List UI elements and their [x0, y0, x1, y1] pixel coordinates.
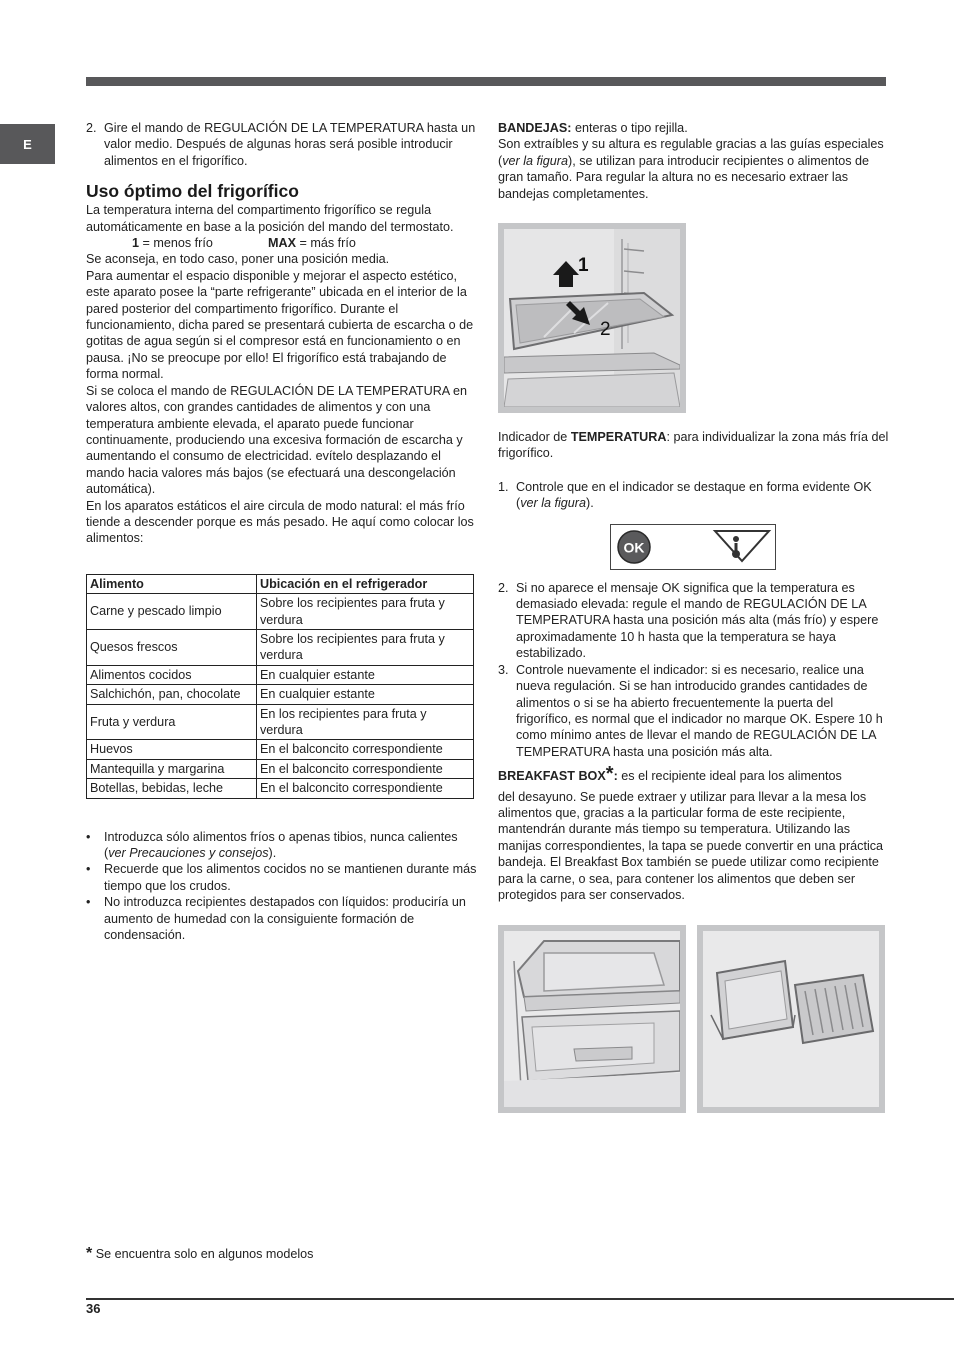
asterisk: *	[86, 1245, 93, 1262]
indicator-text: Indicador de	[498, 430, 571, 445]
thermostat-scale	[86, 235, 478, 251]
shelves-paragraph	[498, 136, 890, 202]
indicator-label: TEMPERATURA	[570, 430, 667, 445]
step-number: 2.	[498, 580, 509, 595]
indicator-step-2	[498, 580, 890, 662]
breakfast-box-open-figure	[697, 925, 885, 1113]
table-cell: Sobre los recipientes para fruta y verdura	[257, 594, 474, 630]
shelves-label: BANDEJAS:	[498, 121, 572, 135]
paragraph: Se aconseja, en todo caso, poner una posición media.	[86, 252, 390, 267]
section-heading: Uso óptimo del frigorífico	[86, 181, 299, 202]
right-column	[498, 120, 890, 1113]
indicator-text: : para individualizar la zona más fría del frigorífico.	[498, 430, 889, 461]
figure-label-1: 1	[578, 255, 589, 277]
figure-reference: ver la figura	[520, 496, 587, 511]
table-row	[87, 594, 474, 630]
figure-reference: ver la figura	[502, 153, 569, 168]
list-item	[86, 829, 478, 862]
table-cell: Mantequilla y margarina	[87, 759, 257, 778]
shelves-text: enteras o tipo rejilla.	[571, 121, 688, 135]
breakfast-box-open-illustration	[703, 931, 879, 1107]
tip-text: No introduzca recipientes destapados con líquidos: produciría un aumento de humedad con la consiguiente formación de condensación.	[104, 895, 466, 943]
step-text: Controle nuevamente el indicador: si es necesario, realice una nueva regulación. Si se han introducido grandes cantidades de alimentos o si se ha abierto frecuentemente la puerta del frigorífico, es normal que el indicador no marque OK. Espere 10 h como mínimo antes de llevar el mando de REGULACIÓN DE LA TEMPERATURA hasta una posición más alta.	[516, 662, 883, 759]
table-header-cell: Alimento	[87, 574, 257, 593]
figure-label-2: 2	[600, 319, 611, 341]
table-row	[87, 779, 474, 798]
paragraph: Para aumentar el espacio disponible y mejorar el aspecto estético, este aparato posee la “parte refrigerante” ubicada en el interior de la pared posterior del compartimento frigorífico. Durante el funcionamiento, dicha pared se presentará cubierta de escarcha o de gotitas de agua según si el compresor está en funcionamiento o en pausa. ¡No se preocupe por ello! El frigorífico está trabajando de forma normal.	[86, 268, 474, 382]
step-2	[86, 120, 478, 169]
table-cell: Quesos frescos	[87, 629, 257, 665]
paragraph: En los aparatos estáticos el aire circula de modo natural: el más frío tiende a descender porque es más pesado. He aquí como colocar los alimentos:	[86, 498, 474, 546]
temperature-indicator-figure	[610, 524, 776, 570]
ok-label: OK	[623, 539, 645, 556]
table-row	[87, 759, 474, 778]
step-number: 3.	[498, 662, 509, 677]
tip-text: Introduzca sólo alimentos fríos o apenas tibios, nunca calientes (	[104, 829, 458, 861]
breakfast-box-figures	[498, 925, 890, 1113]
bullet: •	[86, 829, 91, 844]
table-header-cell: Ubicación en el refrigerador	[257, 574, 474, 593]
table-cell: En el balconcito correspondiente	[257, 779, 474, 798]
scale-min-text: = menos frío	[139, 236, 213, 251]
shelves-text: Son extraíbles y su altura es regulable gracias a las guías especiales (	[498, 137, 884, 168]
table-header-row	[87, 574, 474, 593]
bullet: •	[86, 895, 91, 910]
scale-max-key: MAX	[268, 236, 296, 251]
shelves-text: ), se utilizan para introducir recipientes o alimentos de gran tamaño. Para regular la altura no es necesario extraer las bandejas completamentes.	[498, 153, 870, 201]
table-cell: Huevos	[87, 740, 257, 759]
paragraph: Si se coloca el mando de REGULACIÓN DE LA TEMPERATURA en valores altos, con grandes cantidades de alimentos y con una temperatura ambiente elevada, el aparato puede funcionar continuamente, produciendo una excesiva formación de escarcha y aumentando el consumo de electricidad. evítelo desplazando el mando hacia valores más bajos (se efectuará una descongelación automática).	[86, 383, 467, 497]
list-item	[86, 894, 478, 943]
step-text: Gire el mando de REGULACIÓN DE LA TEMPERATURA hasta un valor medio. Después de algunas horas será posible introducir alimentos en el frigorífico.	[104, 121, 476, 168]
scale-max-text: = más frío	[296, 236, 356, 251]
language-tab: E	[0, 124, 55, 164]
indicator-paragraph	[498, 429, 890, 462]
table-cell: En los recipientes para fruta y verdura	[257, 704, 474, 740]
tip-text: Recuerde que los alimentos cocidos no se mantienen durante más tiempo que los crudos.	[104, 862, 477, 893]
food-placement-table	[86, 574, 474, 799]
table-row	[87, 704, 474, 740]
breakfast-box-paragraph: del desayuno. Se puede extraer y utilizar para llevar a la mesa los alimentos que, gracias a la particular forma de este recipiente, mantendrán durante más tiempo su temperatura. Utilizando las manijas correspondientes, la tapa se puede convertir en una práctica bandeja. El Breakfast Box también se puede utilizar como recipiente para la carne, o sea, para contener los alimentos que deben ser protegidos para ser conservados.	[498, 789, 884, 902]
shelf-adjust-figure	[498, 223, 686, 413]
breakfast-box-in-fridge-figure	[498, 925, 686, 1113]
table-cell: En cualquier estante	[257, 685, 474, 704]
top-rule	[86, 77, 886, 86]
step-number: 1.	[498, 479, 509, 494]
table-cell: En el balconcito correspondiente	[257, 759, 474, 778]
table-cell: Botellas, bebidas, leche	[87, 779, 257, 798]
step-text: Si no aparece el mensaje OK significa que la temperatura es demasiado elevada: regule el mando de REGULACIÓN DE LA TEMPERATURA hasta una posición más alta (más frío) y espere aproximadamente 10 h hasta que la temperatura se haya estabilizado.	[516, 580, 879, 661]
step-text-part: Controle que en el indicador se destaque en forma evidente OK (	[516, 479, 872, 511]
step-number: 2.	[86, 121, 97, 135]
table-cell: En cualquier estante	[257, 665, 474, 684]
page-number: 36	[86, 1301, 101, 1316]
table-cell: Sobre los recipientes para fruta y verdura	[257, 629, 474, 665]
indicator-step-1	[498, 479, 890, 512]
footnote-text: Se encuentra solo en algunos modelos	[92, 1247, 314, 1261]
breakfast-box-in-fridge-illustration	[504, 931, 680, 1107]
indicator-step-3	[498, 662, 890, 760]
table-row	[87, 685, 474, 704]
step-text-part: ).	[586, 496, 594, 511]
shelf-illustration	[504, 229, 680, 407]
tip-reference: ver Precauciones y consejos	[108, 846, 269, 861]
scale-min-key: 1	[132, 236, 140, 251]
table-cell: Salchichón, pan, chocolate	[87, 685, 257, 704]
table-row	[87, 665, 474, 684]
table-row	[87, 629, 474, 665]
table-cell: Carne y pescado limpio	[87, 594, 257, 630]
indicator-illustration	[611, 525, 775, 569]
step-text	[516, 479, 890, 512]
table-cell: En el balconcito correspondiente	[257, 740, 474, 759]
breakfast-box-title-line	[498, 763, 890, 786]
paragraph: La temperatura interna del compartimento frigorífico se regula automáticamente en base a la posición del mando del termostato.	[86, 203, 454, 234]
asterisk: *	[605, 763, 614, 786]
table-cell: Fruta y verdura	[87, 704, 257, 740]
bottom-rule	[86, 1298, 954, 1300]
table-cell: Alimentos cocidos	[87, 665, 257, 684]
breakfast-box-label: BREAKFAST BOX	[498, 769, 606, 784]
breakfast-box-colon: :	[613, 769, 618, 784]
shelves-title-line	[498, 120, 890, 136]
list-item	[86, 861, 478, 894]
footnote	[86, 1245, 313, 1263]
breakfast-box-text: es el recipiente ideal para los alimentos	[617, 769, 842, 784]
table-row	[87, 740, 474, 759]
tip-text: ).	[268, 846, 277, 861]
bullet: •	[86, 862, 91, 877]
left-column	[86, 120, 478, 943]
tips-list	[86, 829, 478, 944]
